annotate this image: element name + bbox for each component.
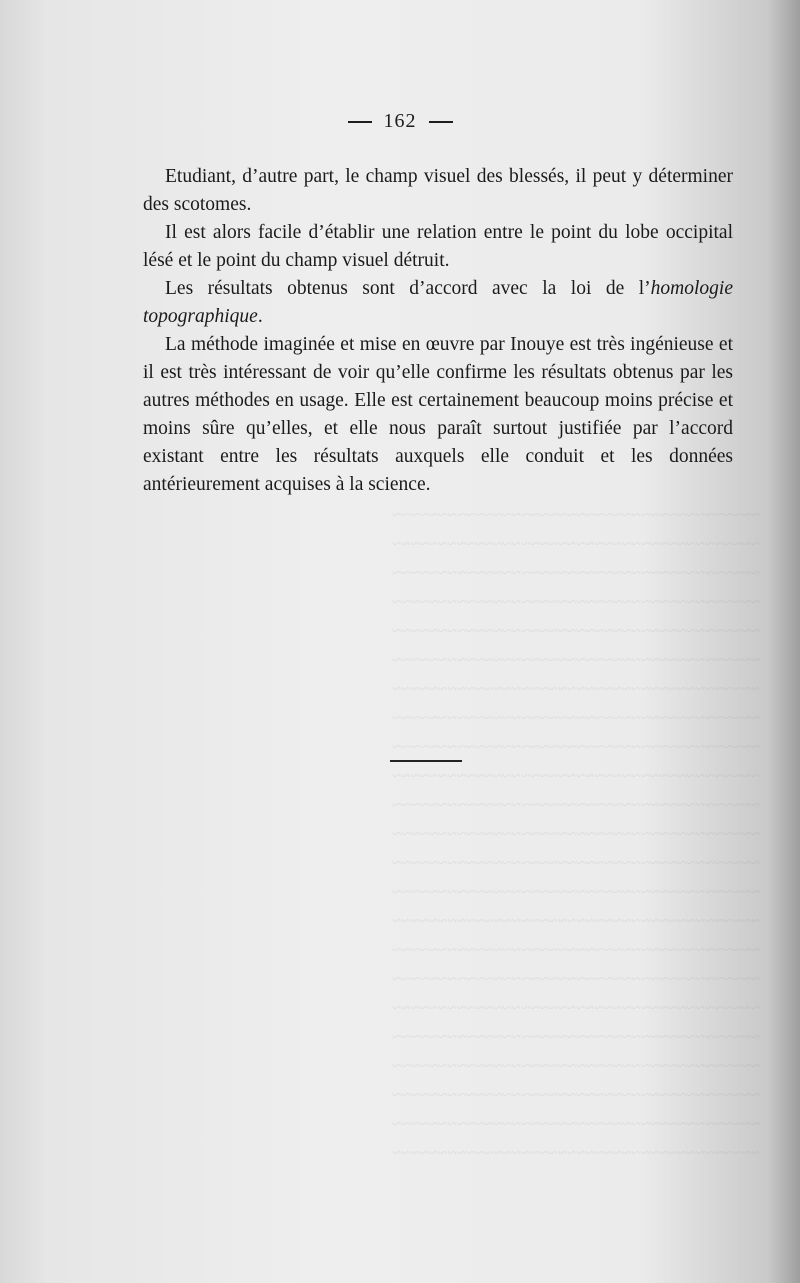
paragraph — [143, 275, 733, 331]
paragraph: La méthode imaginée et mise en œuvre par Inouye est très ingénieuse et il est très intéressant de voir qu’elle confirme les résultats obtenus par les autres méthodes en usage. Elle est certainement beaucoup moins précise et moins sûre qu’elles, et elle nous paraît surtout justifiée par l’accord existant entre les résultats auxquels elle conduit et les données antérieurement acquises à la science. — [143, 334, 733, 495]
paragraph: Il est alors facile d’établir une relation entre le point du lobe occipital lésé et le point du champ visuel détruit. — [143, 222, 733, 271]
body-text — [143, 163, 733, 499]
page-header — [0, 110, 800, 133]
emphasis-term: homologie topographique — [143, 278, 733, 327]
paragraph: Etudiant, d’autre part, le champ visuel des blessés, il peut y déterminer des scotomes. — [143, 166, 733, 215]
paragraph-text: Les résultats obtenus sont d’accord avec la loi de l’ — [165, 278, 651, 299]
section-divider — [390, 760, 462, 762]
header-dash-left — [348, 121, 372, 123]
header-dash-right — [429, 121, 453, 123]
paragraph-text: . — [257, 306, 263, 327]
page-number: 162 — [383, 110, 417, 132]
bleed-through-texture: ~~~~~~~~~~~~~~~~~~~~~~~~~~~~~~~~~~~~~~~~ ~~~~~~~~~~~~~~~~~~~~~~~~~~~~~~~~~~~~~~~~ ~~~~~~~~~~~~~~~~~~~~~~~~~~~~~~~~~~~~~~~~ ~~~~~~~~~~~~~~~~~~~~~~~~~~~~~~~~~~~~~~~~ ~~~~~~~~~~~~~~~~~~~~~~~~~~~~~~~~~~~~~~~~ ~~~~~~~~~~~~~~~~~~~~~~~~~~~~~~~~~~~~~~~~ ~~~~~~~~~~~~~~~~~~~~~~~~~~~~~~~~~~~~~~~~ ~~~~~~~~~~~~~~~~~~~~~~~~~~~~~~~~~~~~~~~~ ~~~~~~~~~~~~~~~~~~~~~~~~~~~~~~~~~~~~~~~~ ~~~~~~~~~~~~~~~~~~~~~~~~~~~~~~~~~~~~~~~~ ~~~~~~~~~~~~~~~~~~~~~~~~~~~~~~~~~~~~~~~~ ~~~~~~~~~~~~~~~~~~~~~~~~~~~~~~~~~~~~~~~~ ~~~~~~~~~~~~~~~~~~~~~~~~~~~~~~~~~~~~~~~~ ~~~~~~~~~~~~~~~~~~~~~~~~~~~~~~~~~~~~~~~~ ~~~~~~~~~~~~~~~~~~~~~~~~~~~~~~~~~~~~~~~~ ~~~~~~~~~~~~~~~~~~~~~~~~~~~~~~~~~~~~~~~~ ~~~~~~~~~~~~~~~~~~~~~~~~~~~~~~~~~~~~~~~~ ~~~~~~~~~~~~~~~~~~~~~~~~~~~~~~~~~~~~~~~~ ~~~~~~~~~~~~~~~~~~~~~~~~~~~~~~~~~~~~~~~~ ~~~~~~~~~~~~~~~~~~~~~~~~~~~~~~~~~~~~~~~~ ~~~~~~~~~~~~~~~~~~~~~~~~~~~~~~~~~~~~~~~~ ~~~~~~~~~~~~~~~~~~~~~~~~~~~~~~~~~~~~~~~~ ~~~~~~~~~~~~~~~~~~~~~~~~~~~~~~~~~~~~~~~~ — [392, 505, 760, 1162]
